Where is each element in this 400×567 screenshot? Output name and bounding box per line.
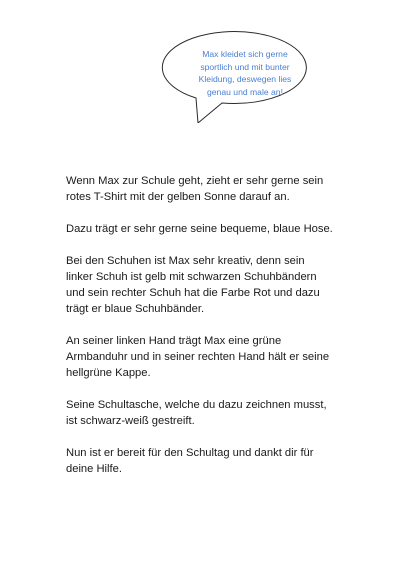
- text-line: deine Hilfe.: [66, 462, 122, 475]
- speech-bubble: [160, 28, 330, 123]
- speech-bubble-line: genau und male an!: [207, 86, 283, 97]
- text-line: An seiner linken Hand trägt Max eine grüne: [66, 335, 282, 348]
- text-line: Wenn Max zur Schule geht, zieht er sehr gerne sein: [66, 175, 324, 187]
- text-line: Armbanduhr und in seiner rechten Hand hält er seine: [66, 350, 330, 363]
- paragraph-tshirt: [66, 174, 366, 206]
- paragraph-trousers: [66, 222, 366, 238]
- paragraph-watch-cap: [66, 334, 366, 381]
- speech-bubble-line: Max kleidet sich gerne: [202, 49, 288, 59]
- text-line: trägt er blaue Schuhbänder.: [66, 302, 205, 315]
- paragraph-schoolbag: [66, 398, 366, 430]
- text-line: Dazu trägt er sehr gerne seine bequeme, blaue Hose.: [66, 223, 333, 236]
- text-line: und sein rechter Schuh hat die Farbe Rot und dazu: [66, 286, 320, 299]
- speech-bubble-text: [190, 48, 300, 98]
- speech-bubble-line: sportlich und mit bunter: [200, 61, 290, 72]
- text-line: rotes T-Shirt mit der gelben Sonne darauf an.: [66, 190, 290, 203]
- text-line: linker Schuh ist gelb mit schwarzen Schuhbändern: [66, 271, 317, 284]
- story-text: [66, 174, 366, 494]
- paragraph-shoes: [66, 254, 366, 317]
- paragraph-closing: [66, 446, 366, 478]
- text-line: ist schwarz-weiß gestreift.: [66, 414, 195, 427]
- text-line: hellgrüne Kappe.: [66, 366, 151, 379]
- text-line: Seine Schultasche, welche du dazu zeichnen musst,: [66, 398, 327, 411]
- speech-bubble-line: Kleidung, deswegen lies: [198, 74, 292, 84]
- text-line: Bei den Schuhen ist Max sehr kreativ, denn sein: [66, 255, 305, 268]
- text-line: Nun ist er bereit für den Schultag und dankt dir für: [66, 447, 314, 460]
